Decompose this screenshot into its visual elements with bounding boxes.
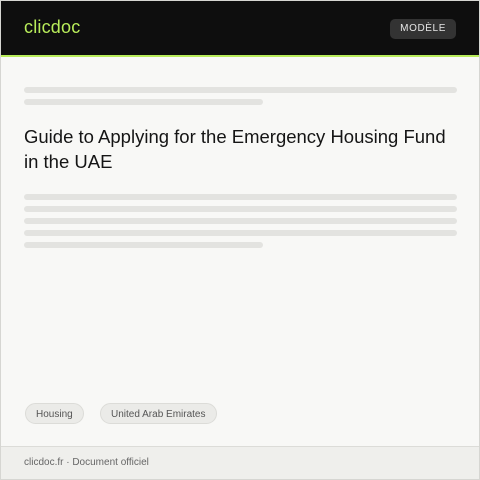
placeholder-line <box>24 206 457 212</box>
brand-logo[interactable]: clicdoc <box>24 17 81 37</box>
placeholder-line <box>24 194 457 200</box>
footer-text: clicdoc.fr · Document officiel <box>24 457 149 468</box>
document-title: Guide to Applying for the Emergency Housing Fund in the UAE <box>24 126 446 172</box>
placeholder-line <box>24 230 457 236</box>
placeholder-line <box>24 87 457 93</box>
header-bar <box>1 1 479 57</box>
placeholder-line <box>24 242 263 248</box>
tag-housing[interactable]: Housing <box>25 403 84 424</box>
placeholder-line <box>24 218 457 224</box>
footer-bar <box>1 446 479 479</box>
placeholder-line <box>24 99 263 105</box>
template-badge: MODÈLE <box>390 19 456 39</box>
tag-united-arab-emirates[interactable]: United Arab Emirates <box>100 403 217 424</box>
